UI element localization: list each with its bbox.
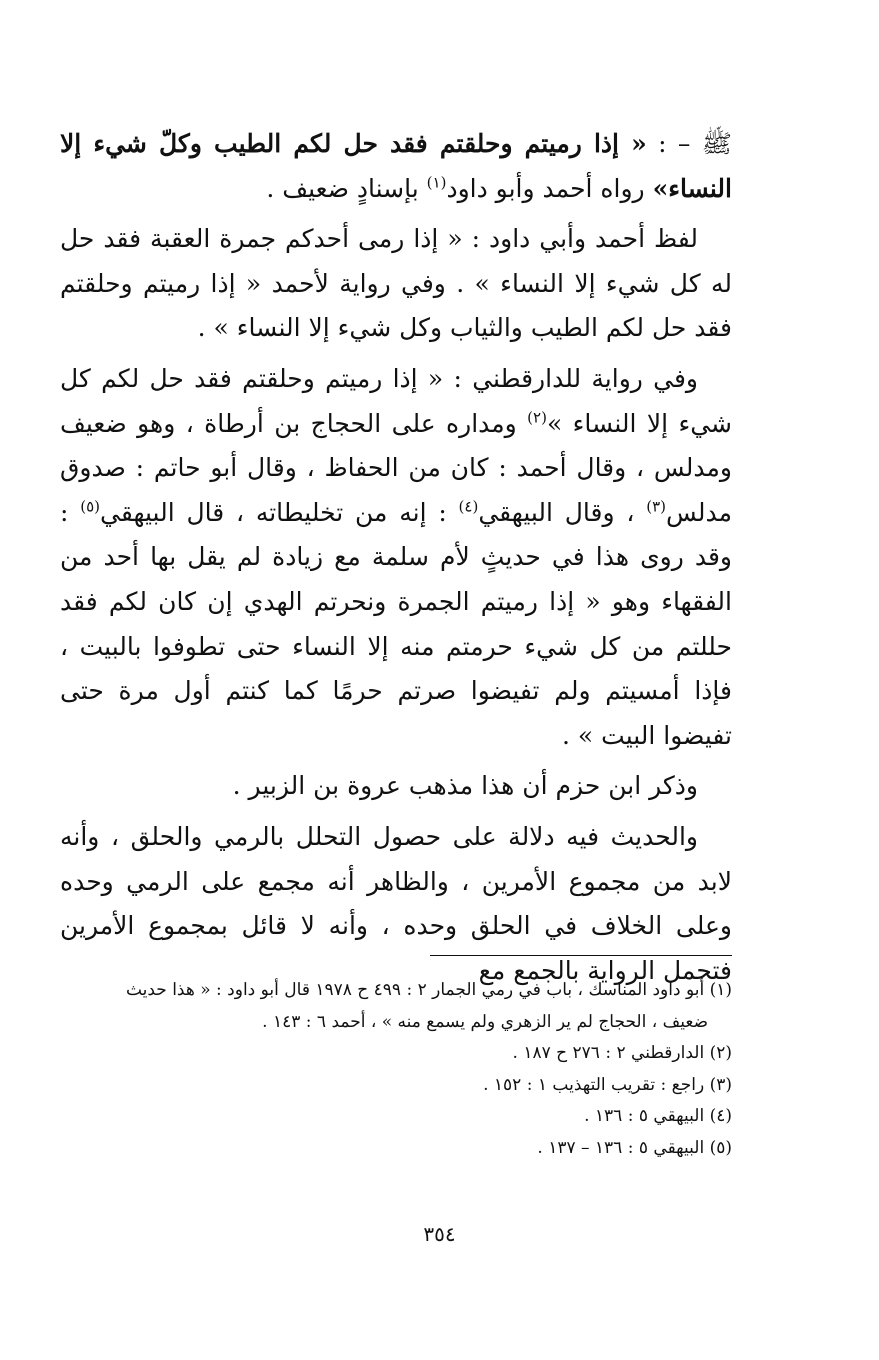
paragraph-daraqutni: [60, 357, 732, 758]
paragraph-ahmad-abudawud: لفظ أحمد وأبي داود : « إذا رمى أحدكم جمرة العقبة فقد حل له كل شيء إلا النساء » . وفي رواية لأحمد « إذا رميتم وحلقتم فقد حل لكم الطيب والثياب وكل شيء إلا النساء » .: [60, 224, 732, 343]
footnote-ref: (١): [426, 173, 447, 192]
paragraph-text: وفي رواية للدارقطني : « إذا رميتم وحلقتم فقد حل لكم كل شيء إلا النساء »: [60, 363, 732, 438]
footnotes: [60, 975, 732, 1164]
paragraph-text: بإسنادٍ ضعيف .: [266, 173, 427, 203]
footnote-ref: (٤): [458, 497, 479, 516]
paragraph-hadith: [60, 122, 732, 211]
footnote-ref: (٢): [527, 408, 547, 427]
page-number: ٣٥٤: [423, 1222, 456, 1246]
footnote-2: (٢) الدارقطني ٢ : ٢٧٦ ح ١٨٧ .: [512, 1043, 732, 1063]
main-text: [60, 122, 732, 993]
hadith-quote: « إذا رميتم وحلقتم فقد حل لكم الطيب وكلّ شيء إلا النساء»: [60, 129, 732, 203]
footnote-3: (٣) راجع : تقريب التهذيب ١ : ١٥٢ .: [483, 1074, 732, 1095]
paragraph-text: – :: [646, 129, 702, 158]
paragraph-text: : إنه من تخليطاته ، قال البيهقي: [100, 497, 459, 527]
paragraph-text: رواه أحمد وأبو داود: [446, 173, 653, 203]
paragraph-text: : وقد روى هذا في حديثٍ لأم سلمة مع زيادة لم يقل بها أحد من الفقهاء وهو « إذا رميتم الجمرة ونحرتم الهدي إن كان لكم فقد حللتم من كل شيء حرمتم منه إلا النساء حتى تطوفوا بالبيت ، فإذا أمسيتم ولم تفيضوا صرتم حرمًا كما كنتم أول مرة حتى تفيضوا البيت » .: [60, 497, 732, 750]
paragraph-text: ، وقال البيهقي: [478, 497, 647, 527]
footnote-4: (٤) البيهقي ٥ : ١٣٦ .: [584, 1106, 732, 1126]
footnote-divider: [430, 955, 732, 956]
footnote-ref: (٣): [646, 497, 666, 516]
footnote-ref: (٥): [80, 497, 100, 516]
footnote-5: (٥) البيهقي ٥ : ١٣٦ – ١٣٧ .: [537, 1137, 732, 1158]
salutation-symbol: ﷺ: [701, 129, 732, 158]
paragraph-text: ومداره على الحجاج بن أرطاة ، وهو ضعيف ومدلس ، وقال أحمد : كان من الحفاظ ، وقال أبو حاتم : صدوق مدلس: [60, 408, 733, 527]
footnote-1: (١) أبو داود المناسك ، باب في رمي الجمار ٢ : ٤٩٩ ح ١٩٧٨ قال أبو داود : « هذا حديث: [125, 980, 732, 1000]
paragraph-ibn-hazm: وذكر ابن حزم أن هذا مذهب عروة بن الزبير .: [232, 771, 698, 801]
paragraph-conclusion: والحديث فيه دلالة على حصول التحلل بالرمي والحلق ، وأنه لابد من مجموع الأمرين ، والظاهر أنه مجمع على الرمي وحده وعلى الخلاف في الحلق وحده ، وأنه لا قائل بمجموع الأمرين فتحمل الرواية بالجمع مع: [60, 821, 733, 985]
footnote-1-continuation: ضعيف ، الحجاج لم ير الزهري ولم يسمع منه » ، أحمد ٦ : ١٤٣ .: [262, 1011, 708, 1032]
